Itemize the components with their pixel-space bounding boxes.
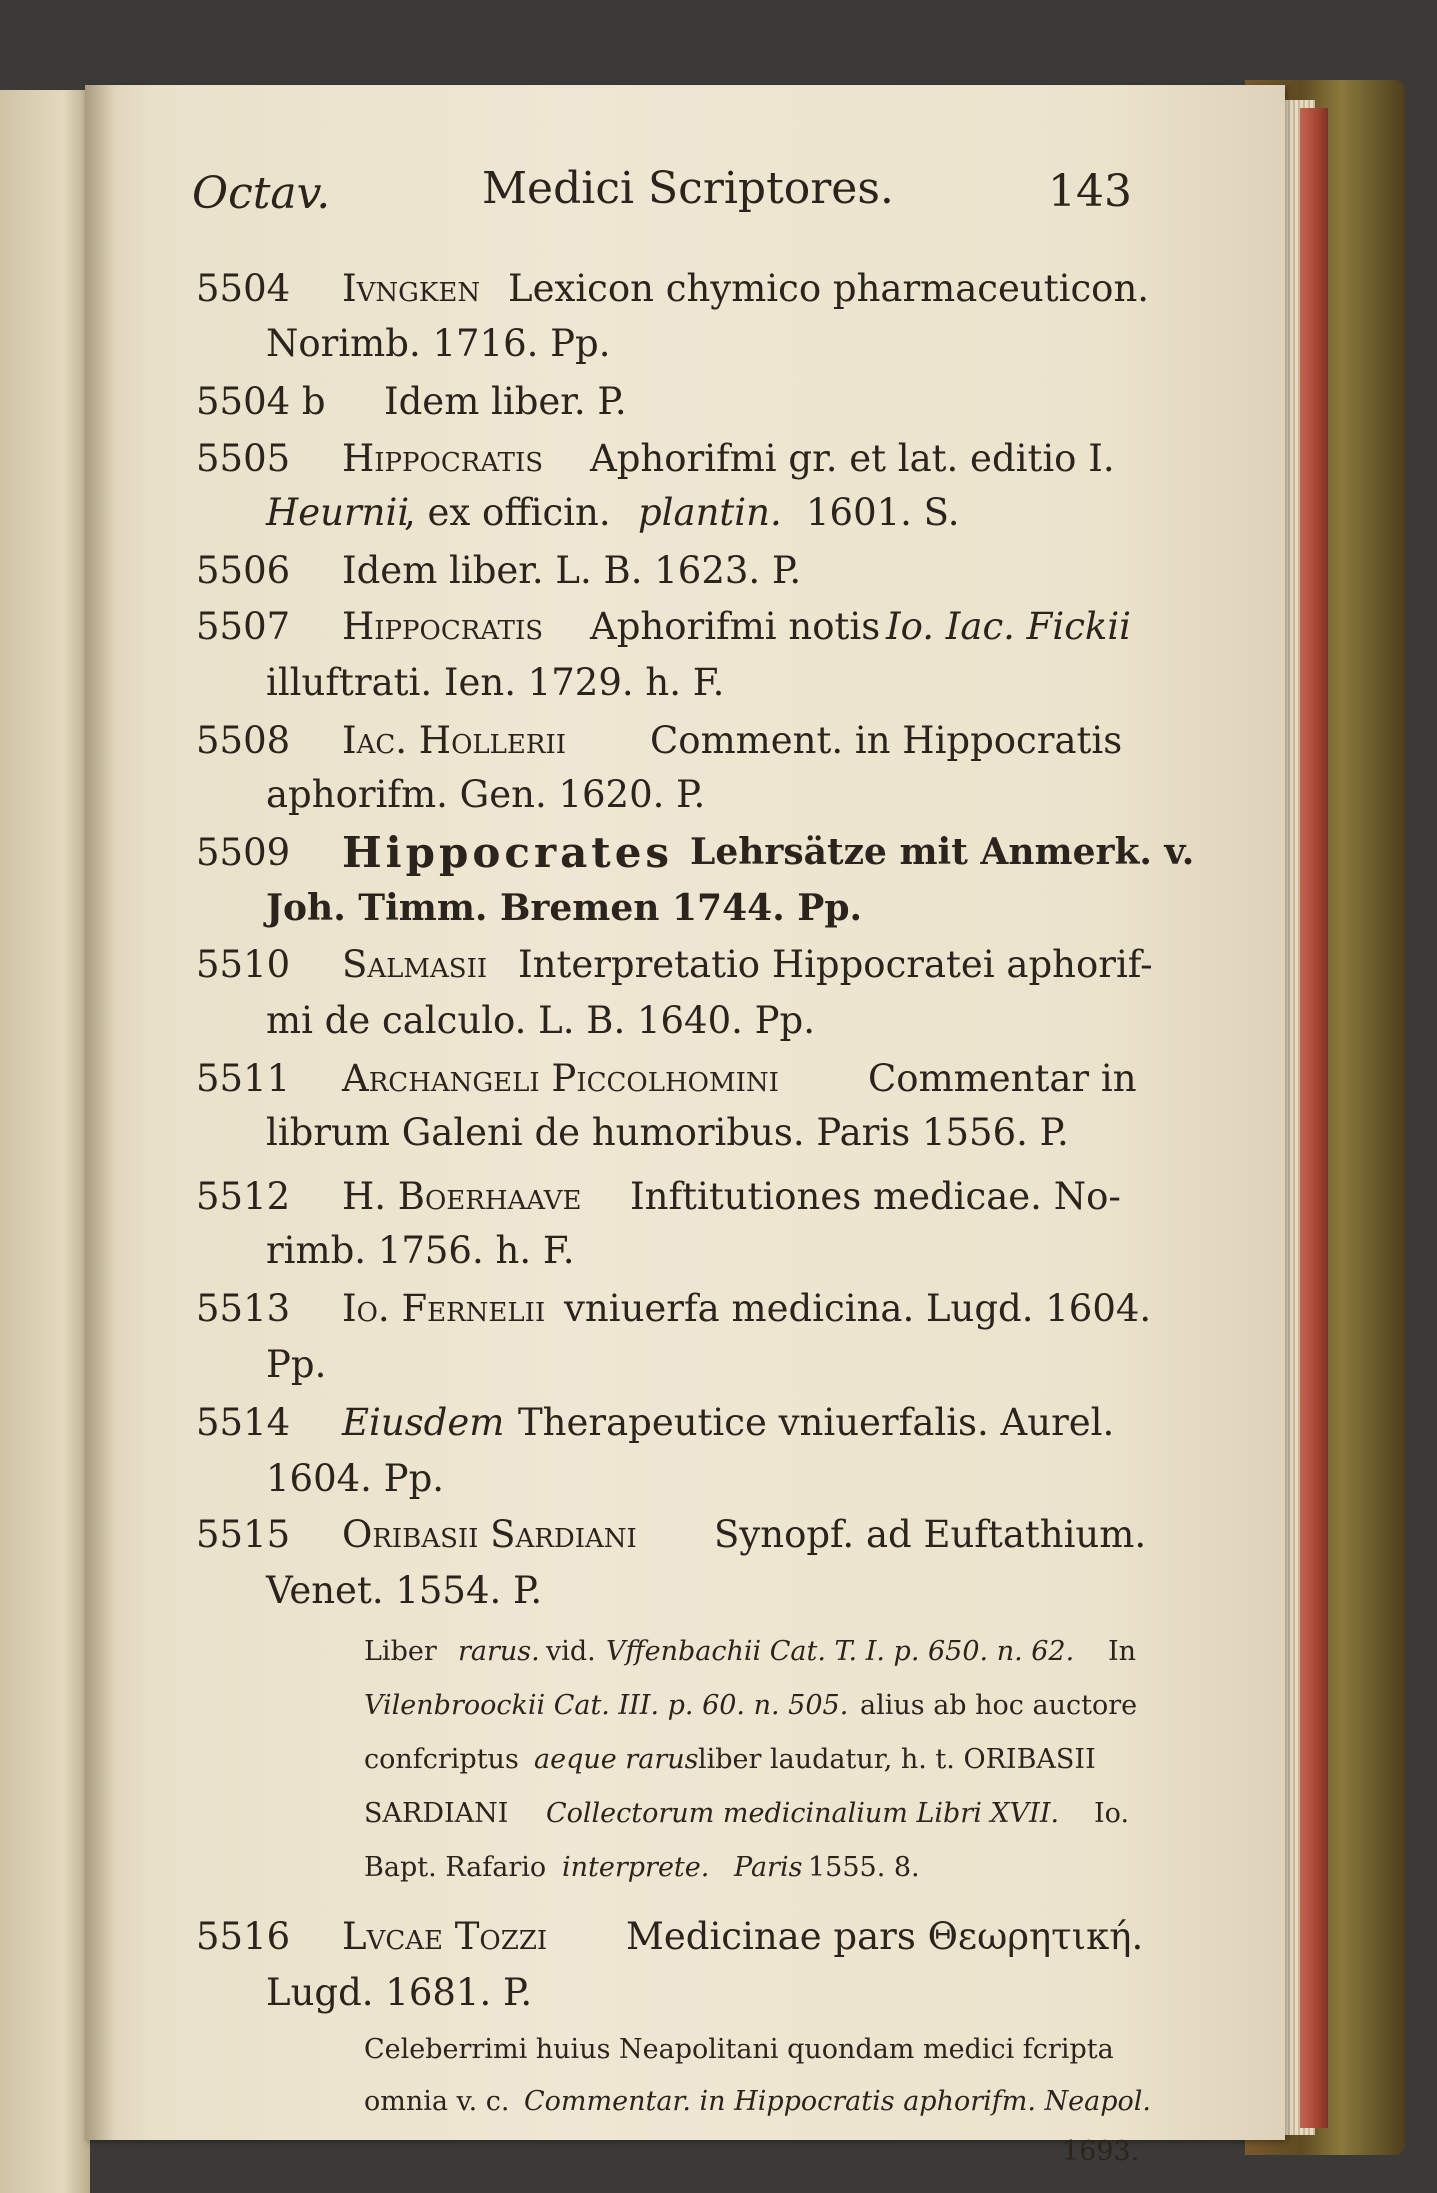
note-text: Celeberrimi huius Neapolitani quondam medici fcripta [364,2034,1114,2065]
entry-text: Venet. 1554. P. [266,1569,543,1612]
entry-author: Hippocratis [342,437,544,480]
note-text: Commentar. in Hippocratis aphorifm. Neapol. [524,2086,1151,2117]
entry-text: plantin. [638,491,782,534]
entry-number: 5507 [196,605,291,648]
entry-text: rimb. 1756. h. F. [266,1229,575,1272]
entry-text: Interpretatio Hippocratei aphorif- [518,943,1153,986]
entry-text: Idem liber. P. [384,380,627,423]
note-text: confcriptus [364,1744,519,1775]
entry-text: Aphorifmi notis [590,605,881,648]
entry-text: illuftrati. Ien. 1729. h. F. [266,661,725,704]
note-text: Vilenbroockii Cat. III. p. 60. n. 505. [364,1690,849,1721]
red-page-edge [1300,108,1328,2128]
entry-text: 1604. Pp. [266,1457,445,1500]
entry-text: vniuerfa medicina. Lugd. 1604. [564,1287,1152,1330]
entry-text: Commentar in [868,1057,1137,1100]
entry-number: 5508 [196,719,291,762]
entry-number: 5515 [196,1513,291,1556]
entry-number: 5510 [196,943,291,986]
note-text: vid. [546,1636,596,1667]
entry-text: Joh. Timm. Bremen 1744. Pp. [266,887,863,929]
entry-text: Lexicon chymico pharmaceuticon. [508,267,1150,310]
entry-text: aphorifm. Gen. 1620. P. [266,773,706,816]
entry-text: Synopf. ad Euftathium. [714,1513,1147,1556]
note-text: SARDIANI [364,1798,509,1829]
note-text: 1555. 8. [808,1852,920,1883]
note-text: Collectorum medicinalium Libri XVII. [546,1798,1060,1829]
entry-number: 5504 [196,267,291,310]
note-text: Bapt. Rafario [364,1852,547,1883]
entry-text: Hippocrates [342,828,674,877]
entry-text: Therapeutice vniuerfalis. Aurel. [518,1401,1115,1444]
entry-author: Io. Fernelii [342,1287,546,1330]
entry-number: 5512 [196,1175,291,1218]
entry-author: Oribasii Sardiani [342,1513,637,1556]
entry-number: 5506 [196,549,291,592]
entry-author: Lvcae Tozzi [342,1915,548,1958]
entry-number: 5516 [196,1915,291,1958]
entry-text: , ex officin. [404,491,611,534]
facing-page [0,90,90,2193]
note-text: In [1108,1636,1137,1667]
entry-text: Idem liber. L. B. 1623. P. [342,549,802,592]
entry-text: Io. Iac. Fickii [886,605,1131,648]
note-text: alius ab hoc auctore [860,1690,1138,1721]
entry-text: Comment. in Hippocratis [650,719,1123,762]
entry-author: Ivngken [342,267,481,310]
entry-author: Salmasii [342,943,488,986]
note-text: aeque rarus [534,1744,699,1775]
entry-text: Pp. [266,1343,327,1386]
entry-author: Hippocratis [342,605,544,648]
entry-text: 1601. S. [806,491,960,534]
note-text: liber laudatur, h. t. ORIBASII [698,1744,1096,1775]
entry-author: Iac. Hollerii [342,719,567,762]
entry-text: Lehrsätze mit Anmerk. v. [690,831,1195,873]
entry-text: Heurnii [266,491,410,534]
note-text: Vffenbachii Cat. T. I. p. 650. n. 62. [606,1636,1075,1667]
entry-text: Medicinae pars Θεωρητική. [626,1915,1144,1958]
entry-text: Inftitutiones medicae. No- [630,1175,1121,1218]
note-text: Liber [364,1636,437,1667]
note-text: rarus. [458,1636,540,1667]
entry-number: 5514 [196,1401,291,1444]
entry-text: Norimb. 1716. Pp. [266,322,611,365]
note-text: Io. [1094,1798,1130,1829]
note-text: interprete. [562,1852,710,1883]
entry-author: Eiusdem [342,1401,505,1444]
entry-author: H. Boerhaave [342,1175,582,1218]
entry-number: 5505 [196,437,291,480]
entry-number: 5511 [196,1057,291,1100]
spine-shadow [85,85,115,2140]
note-text: omnia v. c. [364,2086,510,2117]
note-text: 1693. [1062,2136,1140,2167]
entry-number: 5504 b [196,380,326,423]
page-title: Medici Scriptores. [482,163,894,214]
header-format: Octav. [192,168,331,219]
entry-number: 5509 [196,831,291,874]
entry-author: Archangeli Piccolhomini [342,1057,779,1100]
entry-text: Lugd. 1681. P. [266,1971,533,2014]
entry-number: 5513 [196,1287,291,1330]
entry-text: librum Galeni de humoribus. Paris 1556. P. [266,1111,1069,1154]
page-number: 143 [1048,166,1132,217]
entry-text: mi de calculo. L. B. 1640. Pp. [266,999,816,1042]
note-text: Paris [734,1852,803,1883]
entry-text: Aphorifmi gr. et lat. editio I. [590,437,1115,480]
